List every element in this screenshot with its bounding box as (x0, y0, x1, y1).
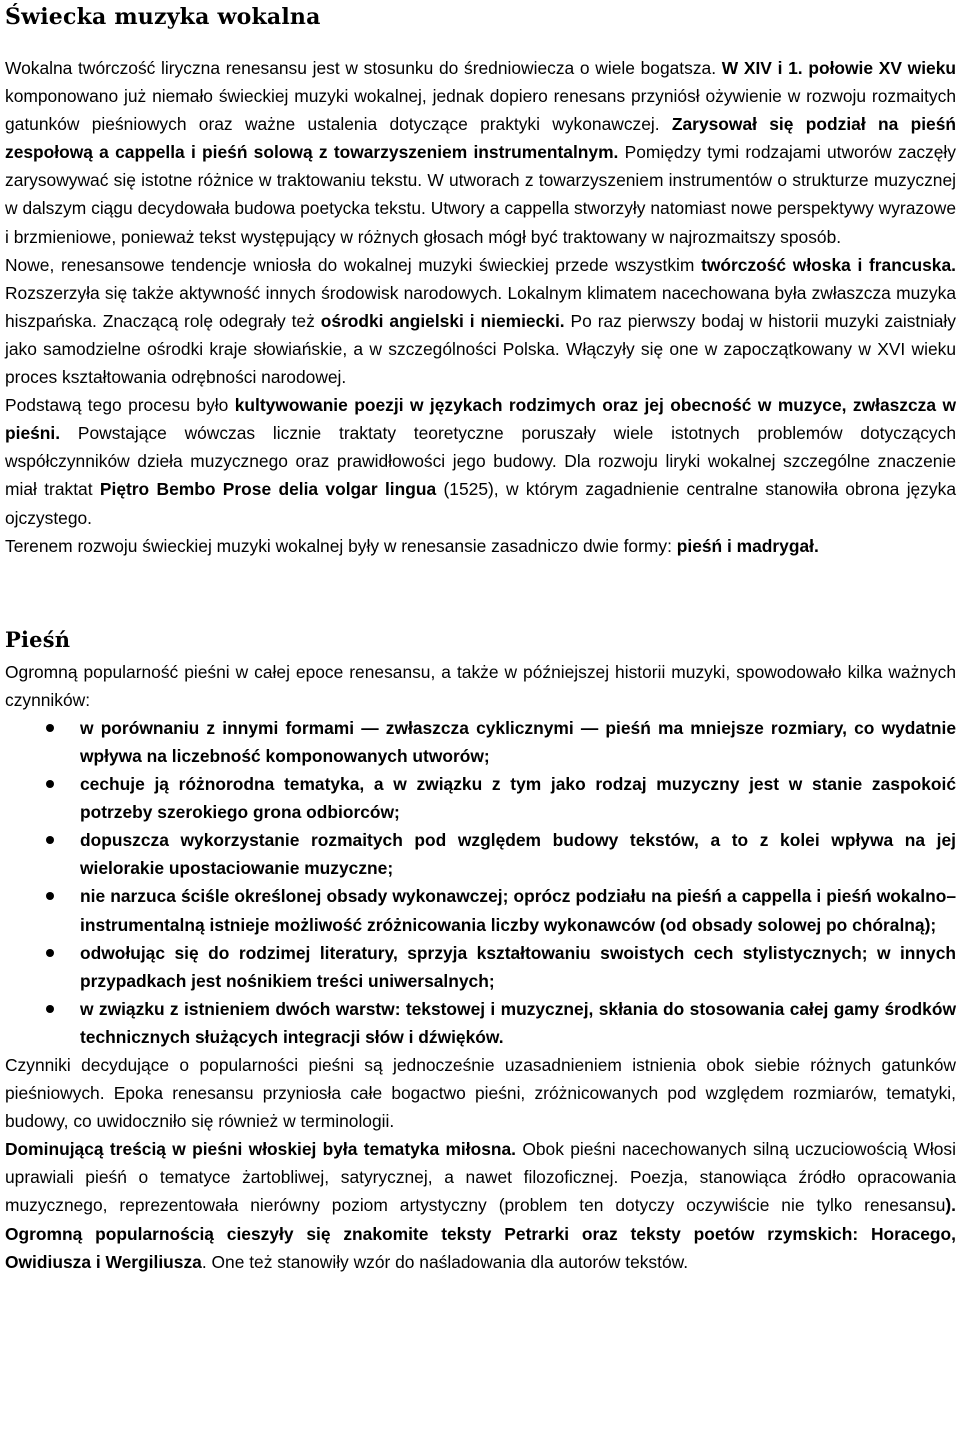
text-run: Rozszerzyła się także aktywność innych środowisk narodowych. Lokalnym klimatem nacechowana była zwłaszcza muzyka hiszpańska. Znaczącą rolę odegrały też (5, 282, 956, 331)
bold-text-run: Ogromną popularnością cieszyły się znakomite teksty Petrarki oraz teksty poetów rzymskich: Horacego, Owidiusza i Wergiliusza (5, 1223, 956, 1272)
paragraph (5, 1051, 956, 1135)
list-item-text: w porównaniu z innymi formami — zwłaszcza cyklicznymi — pieśń ma mniejsze rozmiary, co wydatnie wpływa na liczebność komponowanych utworów; (80, 717, 956, 766)
bold-text-run: ośrodki angielski i niemiecki. (320, 310, 565, 331)
paragraph (5, 251, 956, 391)
paragraph (5, 54, 956, 251)
text-run: . One też stanowiły wzór do naśladowania dla autorów tekstów. (201, 1251, 689, 1272)
list-item-text: dopuszcza wykorzystanie rozmaitych pod względem budowy tekstów, a to z kolei wpływa na jej wielorakie upostaciowanie muzyczne; (80, 830, 956, 879)
text-run: Obok pieśni nacechowanych silną uczuciowością Włosi uprawiali pieśń o tematyce żartobliwej, satyrycznej, a nawet filozoficznej. Poezja, stanowiąca źródło opracowania muzycznego, reprezentowała nierówny poziom artystyczny (problem ten dotyczy oczywiście nie tylko renesansu (5, 1139, 956, 1216)
text-run: Terenem rozwoju świeckiej muzyki wokalnej były w renesansie zasadniczo dwie formy: (5, 535, 677, 556)
bullet-icon (46, 836, 54, 844)
section-gap (5, 560, 956, 588)
bold-text-run: ). (945, 1195, 956, 1216)
paragraph (5, 1135, 956, 1275)
bold-text-run: Dominującą treścią w pieśni włoskiej była tematyka miłosna. (5, 1139, 517, 1160)
section-title: Pieśń (5, 626, 71, 652)
list-item (5, 770, 956, 826)
list-item (5, 995, 956, 1051)
text-run: Podstawą tego procesu było (5, 395, 235, 416)
bullet-icon (46, 892, 54, 900)
list-item (5, 714, 956, 770)
section-title: Świecka muzyka wokalna (5, 4, 321, 30)
paragraph (5, 532, 956, 560)
list-item (5, 826, 956, 882)
bullet-list (5, 714, 956, 1051)
bullet-icon (46, 780, 54, 788)
bold-text-run: pieśń i madrygał. (676, 535, 819, 556)
text-run: Wokalna twórczość liryczna renesansu jest w stosunku do średniowiecza o wiele bogatsza. (5, 58, 722, 78)
bold-text-run: kultywowanie poezji w językach rodzimych oraz jej obecność w muzyce, zwłaszcza w pieśni. (5, 395, 956, 444)
paragraph (5, 658, 956, 714)
list-item (5, 939, 956, 995)
bold-text-run: twórczość włoska i francuska. (701, 254, 956, 275)
list-item-text: cechuje ją różnorodna tematyka, a w związku z tym jako rodzaj muzyczny jest w stanie zaspokoić potrzeby szerokiego grona odbiorców; (80, 774, 956, 823)
text-run: Nowe, renesansowe tendencje wniosła do wokalnej muzyki świeckiej przede wszystkim (5, 254, 702, 275)
text-run: Po raz pierwszy bodaj w historii muzyki zaistniały jako samodzielne ośrodki kraje słowiańskie, a w szczególności Polska. Włączyły się one w zapoczątkowany w XVI wieku proces kształtowania odrębności narodowej. (5, 310, 956, 388)
text-run: Czynniki decydujące o popularności pieśni są jednocześnie uzasadnieniem istnienia obok siebie różnych gatunków pieśniowych. Epoka renesansu przyniosła całe bogactwo pieśni, zróżnicowanych pod względem rozmiarów, tematyki, budowy, co uwidoczniło się również w terminologii. (5, 1055, 956, 1132)
bullet-icon (46, 724, 54, 732)
bullet-icon (46, 949, 54, 957)
bold-text-run: Zarysował się podział na pieśń zespołową a cappella i pieśń solową z towarzyszeniem instrumentalnym. (5, 114, 956, 163)
paragraph (5, 391, 956, 531)
bullet-icon (46, 1005, 54, 1013)
bold-text-run: Piętro Bembo Prose delia volgar lingua (99, 479, 437, 500)
text-run: Powstające wówczas licznie traktaty teoretyczne poruszały wiele istotnych problemów dotyczących współczynników dzieła muzycznego oraz prawidłowości jego budowy. Dla rozwoju liryki wokalnej szczególne znaczenie miał traktat (5, 423, 956, 500)
text-run: komponowano już niemało świeckiej muzyki wokalnej, jednak dopiero renesans przyniósł ożywienie w rozwoju rozmaitych gatunków pieśniowych oraz ważne ustalenia dotyczące praktyki wykonawczej. (5, 86, 956, 135)
text-run: Pomiędzy tymi rodzajami utworów zaczęły zarysowywać się istotne różnice w traktowaniu tekstu. W utworach z towarzyszeniem instrumentów o strukturze muzycznej w dalszym ciągu decydowała budowa poetycka tekstu. Utwory a cappella stworzyły natomiast nowe perspektywy wyrazowe i brzmieniowe, ponieważ tekst występujący w różnych głosach mógł być traktowany w najrozmaitszy sposób. (5, 142, 956, 247)
list-item (5, 882, 956, 938)
text-run: (1525), w którym zagadnienie centralne stanowiła obrona języka ojczystego. (5, 479, 956, 528)
list-item-text: odwołując się do rodzimej literatury, sprzyja kształtowaniu swoistych cech stylistycznych; w innych przypadkach jest nośnikiem treści uniwersalnych; (80, 942, 956, 991)
list-item-text: nie narzuca ściśle określonej obsady wykonawczej; oprócz podziału na pieśń a cappella i pieśń wokalno–instrumentalną istnieje możliwość zróżnicowania liczby wykonawców (od obsady solowej po chóralną); (80, 886, 956, 935)
list-item-text: w związku z istnieniem dwóch warstw: tekstowej i muzycznej, skłania do stosowania całej gamy środków technicznych służących integracji słów i dźwięków. (80, 998, 956, 1047)
text-run: Ogromną popularność pieśni w całej epoce renesansu, a także w późniejszej historii muzyki, spowodowało kilka ważnych czynników: (5, 661, 956, 710)
bold-text-run: W XIV i 1. połowie XV wieku (721, 58, 956, 78)
